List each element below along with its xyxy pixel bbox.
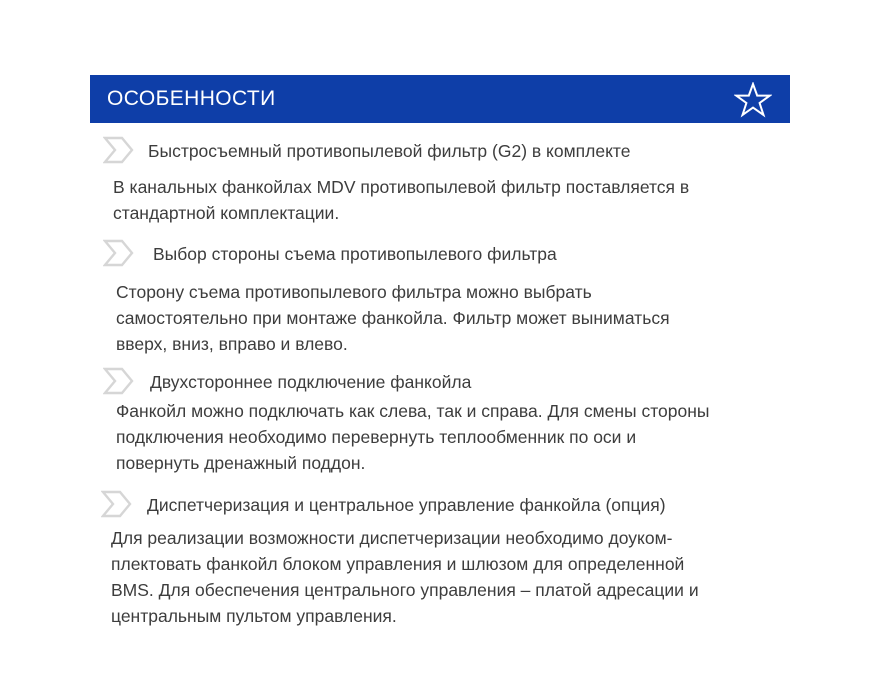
chevron-right-icon xyxy=(103,367,135,395)
feature-text-line: центральным пультом управления. xyxy=(111,606,397,626)
feature-text-line: Фанкойл можно подключать как слева, так и справа. Для смены стороны xyxy=(116,401,710,421)
chevron-right-icon xyxy=(103,136,135,164)
feature-text-line: вверх, вниз, вправо и влево. xyxy=(116,334,348,354)
feature-text-line: В канальных фанкойлах MDV противопылевой фильтр поставляется в xyxy=(113,177,690,197)
feature-text-line: стандартной комплектации. xyxy=(113,203,340,223)
feature-text-line: Сторону съема противопылевого фильтра можно выбрать xyxy=(116,282,592,302)
feature-title-3: Двухстороннее подключение фанкойла xyxy=(150,372,472,392)
chevron-right-icon xyxy=(101,490,133,518)
feature-heading-3 xyxy=(103,367,783,397)
feature-text-line: повернуть дренажный поддон. xyxy=(116,453,366,473)
feature-text-line: Для реализации возможности диспетчеризации необходимо доуком- xyxy=(111,528,673,548)
star-icon xyxy=(734,82,772,118)
feature-text-line: плектовать фанкойл блоком управления и шлюзом для определенной xyxy=(111,554,685,574)
feature-title-4: Диспетчеризация и центральное управление фанкойла (опция) xyxy=(147,495,666,515)
feature-heading-1 xyxy=(103,136,783,166)
feature-title-1: Быстросъемный противопылевой фильтр (G2) в комплекте xyxy=(148,141,631,161)
feature-text-line: самостоятельно при монтаже фанкойла. Фильтр может выниматься xyxy=(116,308,670,328)
feature-text-4 xyxy=(111,525,699,629)
feature-text-line: подключения необходимо перевернуть теплообменник по оси и xyxy=(116,427,637,447)
section-title: ОСОБЕННОСТИ xyxy=(107,87,276,110)
chevron-right-icon xyxy=(103,239,135,267)
feature-text-1 xyxy=(113,174,689,226)
section-header xyxy=(90,75,790,123)
feature-heading-4 xyxy=(101,490,781,520)
feature-text-line: BMS. Для обеспечения центрального управления – платой адресации и xyxy=(111,580,699,600)
feature-text-3 xyxy=(116,398,710,476)
feature-text-2 xyxy=(116,279,670,357)
feature-heading-2 xyxy=(103,239,783,269)
feature-title-2: Выбор стороны съема противопылевого фильтра xyxy=(153,244,557,264)
